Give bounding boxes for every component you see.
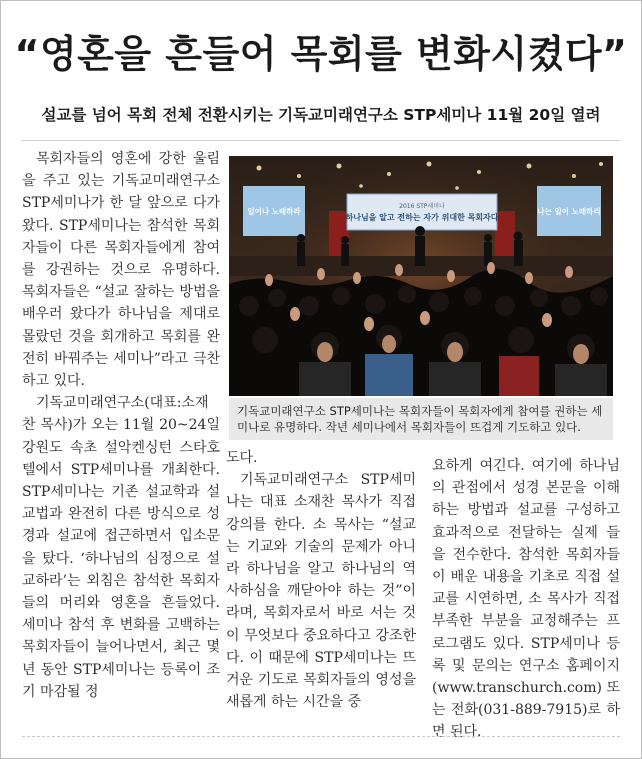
col2-paragraph-1: 도다. xyxy=(226,450,258,466)
col1-paragraph-2: 기독교미래연구소(대표:소재찬 목사)가 오는 11월 20~24일 강원도 속초 설악켄싱턴 스타호텔에서 STP세미나를 개최한다. STP세미나는 기존 설교학과 설교법과 완전히 다른 방식으로 성경과 설교에 접근하면서 입소문을 탔다. ‘하나님의 심정으로 설교하라’는 외침은 참석한 목회자들의 머리와 영혼을 흔들었다. 세미나 참석 후 변화를 고백하는 목회자들이 늘어나면서, 최근 몇 년 동안 STP세미나는 등록이 조기 마감될 정 xyxy=(22,395,220,700)
banner-center-small-text: 2016 STP세미나 xyxy=(399,203,445,210)
photo-caption: 기독교미래연구소 STP세미나는 목회자들이 목회자에게 참여를 권하는 세미나로 유명하다. 작년 세미나에서 목회자들이 뜨겁게 기도하고 있다. xyxy=(229,398,613,440)
seminar-photo xyxy=(229,156,613,396)
column-3 xyxy=(432,455,620,744)
bottom-divider xyxy=(22,736,620,737)
headline: “영혼을 흔들어 목회를 변화시켰다” xyxy=(14,32,628,76)
seminar-photo-illustration xyxy=(229,156,613,396)
column-1 xyxy=(22,148,220,703)
subheadline: 설교를 넘어 목회 전체 전환시키는 기독교미래연구소 STP세미나 11월 20일 열려 xyxy=(41,106,601,124)
col1-paragraph-1: 목회자들의 영혼에 강한 울림을 주고 있는 기독교미래연구소 STP세미나가 한 달 앞으로 다가왔다. STP세미나는 참석한 목회자들이 다른 목회자들에게 참여를 강권하는 것으로 유명하다. 목회자들은 “설교 잘하는 방법을 배우러 왔다가 하나님을 제대로 몰랐던 것을 회개하고 목회를 완전히 바꿔주는 세미나”라고 극찬하고 있다. xyxy=(22,151,220,390)
col3-paragraph-1: 요하게 여긴다. 여기에 하나님의 관점에서 성경 본문을 이해하는 방법과 설교를 구성하고 효과적으로 전달하는 실제 들을 전수한다. 참석한 목회자들이 배운 내용을 기초로 직접 설교를 시연하면, 소 목사가 직접 부족한 부분을 교정해주는 프로그램도 있다. STP세미나 등록 및 문의는 연구소 홈페이지(www.transchurch.com) 또는 전화(031-889-7915)로 하면 된다. xyxy=(432,458,620,741)
column-2 xyxy=(226,447,416,713)
col2-paragraph-2: 기독교미래연구소 STP세미나는 대표 소재찬 목사가 직접 강의를 한다. 소 목사는 “설교는 기교와 기술의 문제가 아니라 하나님을 알고 하나님의 역사하심을 깨닫아야 하는 것”이라며, 목회자로서 바로 서는 것이 무엇보다 중요하다고 강조한다. 이 때문에 STP세미나는 뜨거운 기도로 목회자들의 영성을 새롭게 하는 시간을 중 xyxy=(226,472,416,711)
top-divider xyxy=(22,140,620,141)
banner-center-text: 하나님을 알고 전하는 자가 위대한 목회자다 xyxy=(345,213,499,222)
banner-right-text: 나는 일어 노래하리 xyxy=(537,207,601,216)
banner-left-text: 일어나 노래하라 xyxy=(247,207,301,216)
